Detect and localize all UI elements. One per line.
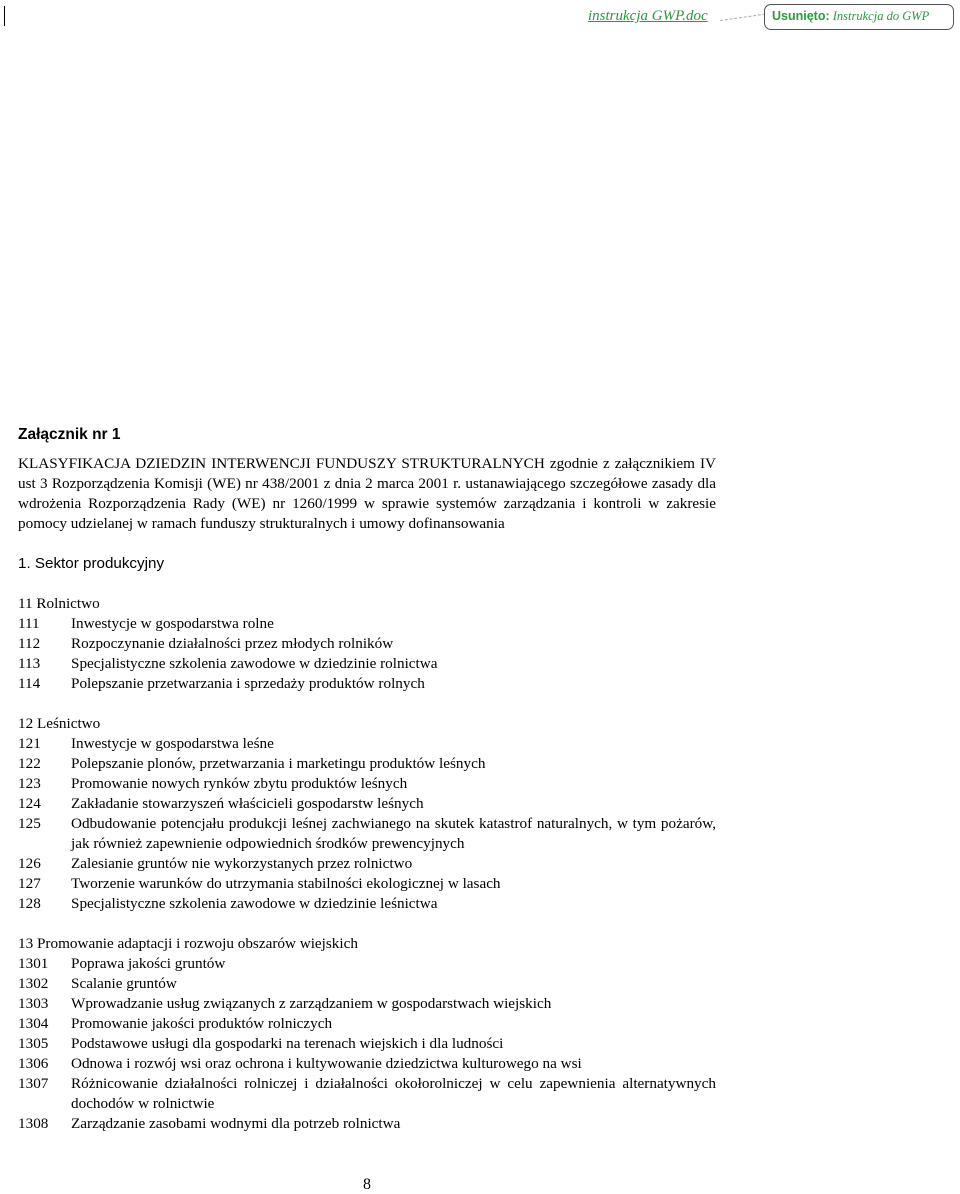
item-text: Odnowa i rozwój wsi oraz ochrona i kultywowanie dziedzictwa kulturowego na wsi: [71, 1055, 582, 1072]
list-item: [18, 1034, 716, 1054]
item-text: Specjalistyczne szkolenia zawodowe w dziedzinie leśnictwa: [71, 895, 438, 912]
group-obszary-wiejskie: [18, 934, 716, 1134]
deletion-comment-balloon[interactable]: [764, 4, 954, 30]
item-code: 126: [18, 855, 41, 872]
list-item: [18, 814, 716, 854]
item-text: Specjalistyczne szkolenia zawodowe w dziedzinie rolnictwa: [71, 655, 438, 672]
list-item: [18, 1054, 716, 1074]
item-code: 123: [18, 775, 41, 792]
page-number: 8: [363, 1176, 371, 1193]
item-code: 122: [18, 755, 41, 772]
list-item: [18, 734, 716, 754]
list-item: [18, 654, 716, 674]
sector-heading: 1. Sektor produkcyjny: [18, 555, 165, 572]
list-item: [18, 874, 716, 894]
list-item: [18, 854, 716, 874]
list-item: [18, 634, 716, 654]
item-text: Wprowadzanie usług związanych z zarządzaniem w gospodarstwach wiejskich: [71, 995, 552, 1012]
item-text: Rozpoczynanie działalności przez młodych rolników: [71, 635, 394, 652]
balloon-deleted-text: Instrukcja do GWP: [832, 9, 930, 23]
group-rolnictwo: [18, 594, 716, 694]
item-code: 1305: [18, 1035, 49, 1052]
item-code: 1302: [18, 975, 49, 992]
balloon-label: Usunięto:: [772, 9, 830, 23]
item-text: Inwestycje w gospodarstwa leśne: [71, 735, 274, 752]
group-title: 13 Promowanie adaptacji i rozwoju obszarów wiejskich: [18, 935, 358, 952]
item-code: 113: [18, 655, 41, 672]
text-cursor: [4, 6, 5, 26]
list-item: [18, 994, 716, 1014]
item-text: Zarządzanie zasobami wodnymi dla potrzeb rolnictwa: [71, 1115, 401, 1132]
item-code: 128: [18, 895, 41, 912]
list-item: [18, 954, 716, 974]
group-lesnictwo: [18, 714, 716, 914]
list-item: [18, 1114, 716, 1134]
item-text: Promowanie jakości produktów rolniczych: [71, 1015, 333, 1032]
list-item: [18, 674, 716, 694]
item-code: 1304: [18, 1015, 49, 1032]
item-text: Odbudowanie potencjału produkcji leśnej zachwianego na skutek katastrof naturalnych, w tym pożarów, jak również zapewnienie odpowiednich środków prewencyjnych: [71, 815, 716, 852]
item-code: 1308: [18, 1115, 49, 1132]
comment-connector-line: [720, 14, 766, 21]
list-item: [18, 974, 716, 994]
item-code: 124: [18, 795, 41, 812]
list-item: [18, 614, 716, 634]
item-code: 112: [18, 635, 41, 652]
item-text: Promowanie nowych rynków zbytu produktów leśnych: [71, 775, 408, 792]
item-text: Polepszanie przetwarzania i sprzedaży produktów rolnych: [71, 675, 425, 692]
item-code: 121: [18, 735, 41, 752]
item-text: Inwestycje w gospodarstwa rolne: [71, 615, 274, 632]
item-code: 1301: [18, 955, 49, 972]
list-item: [18, 1014, 716, 1034]
item-code: 127: [18, 875, 41, 892]
item-code: 1306: [18, 1055, 49, 1072]
group-title: 11 Rolnictwo: [18, 595, 100, 612]
item-text: Scalanie gruntów: [71, 975, 177, 992]
list-item: [18, 1074, 716, 1114]
item-text: Zalesianie gruntów nie wykorzystanych przez rolnictwo: [71, 855, 413, 872]
item-code: 125: [18, 815, 41, 832]
list-item: [18, 774, 716, 794]
document-body: [18, 425, 716, 1134]
list-item: [18, 794, 716, 814]
intro-paragraph: KLASYFIKACJA DZIEDZIN INTERWENCJI FUNDUSZY STRUKTURALNYCH zgodnie z załącznikiem IV ust 3 Rozporządzenia Komisji (WE) nr 438/2001 z dnia 2 marca 2001 r. ustanawiającego szczegółowe zasady dla wdrożenia Rozporządzenia Rady (WE) nr 1260/1999 w sprawie systemów zarządzania i kontroli w zakresie pomocy udzielanej w ramach funduszy strukturalnych i umowy dofinansowania: [18, 455, 716, 532]
item-text: Poprawa jakości gruntów: [71, 955, 226, 972]
group-title: 12 Leśnictwo: [18, 715, 101, 732]
item-code: 111: [18, 615, 40, 632]
item-code: 1307: [18, 1075, 49, 1092]
item-code: 1303: [18, 995, 49, 1012]
item-text: Tworzenie warunków do utrzymania stabilności ekologicznej w lasach: [71, 875, 501, 892]
attachment-title: Załącznik nr 1: [18, 426, 121, 443]
item-text: Polepszanie plonów, przetwarzania i marketingu produktów leśnych: [71, 755, 486, 772]
item-code: 114: [18, 675, 41, 692]
item-text: Podstawowe usługi dla gospodarki na terenach wiejskich i dla ludności: [71, 1035, 504, 1052]
list-item: [18, 894, 716, 914]
item-text: Zakładanie stowarzyszeń właścicieli gospodarstw leśnych: [71, 795, 424, 812]
item-text: Różnicowanie działalności rolniczej i działalności okołorolniczej w celu zapewnienia alternatywnych dochodów w rolnictwie: [71, 1075, 716, 1112]
list-item: [18, 754, 716, 774]
document-filename-link[interactable]: instrukcja GWP.doc: [588, 8, 708, 24]
